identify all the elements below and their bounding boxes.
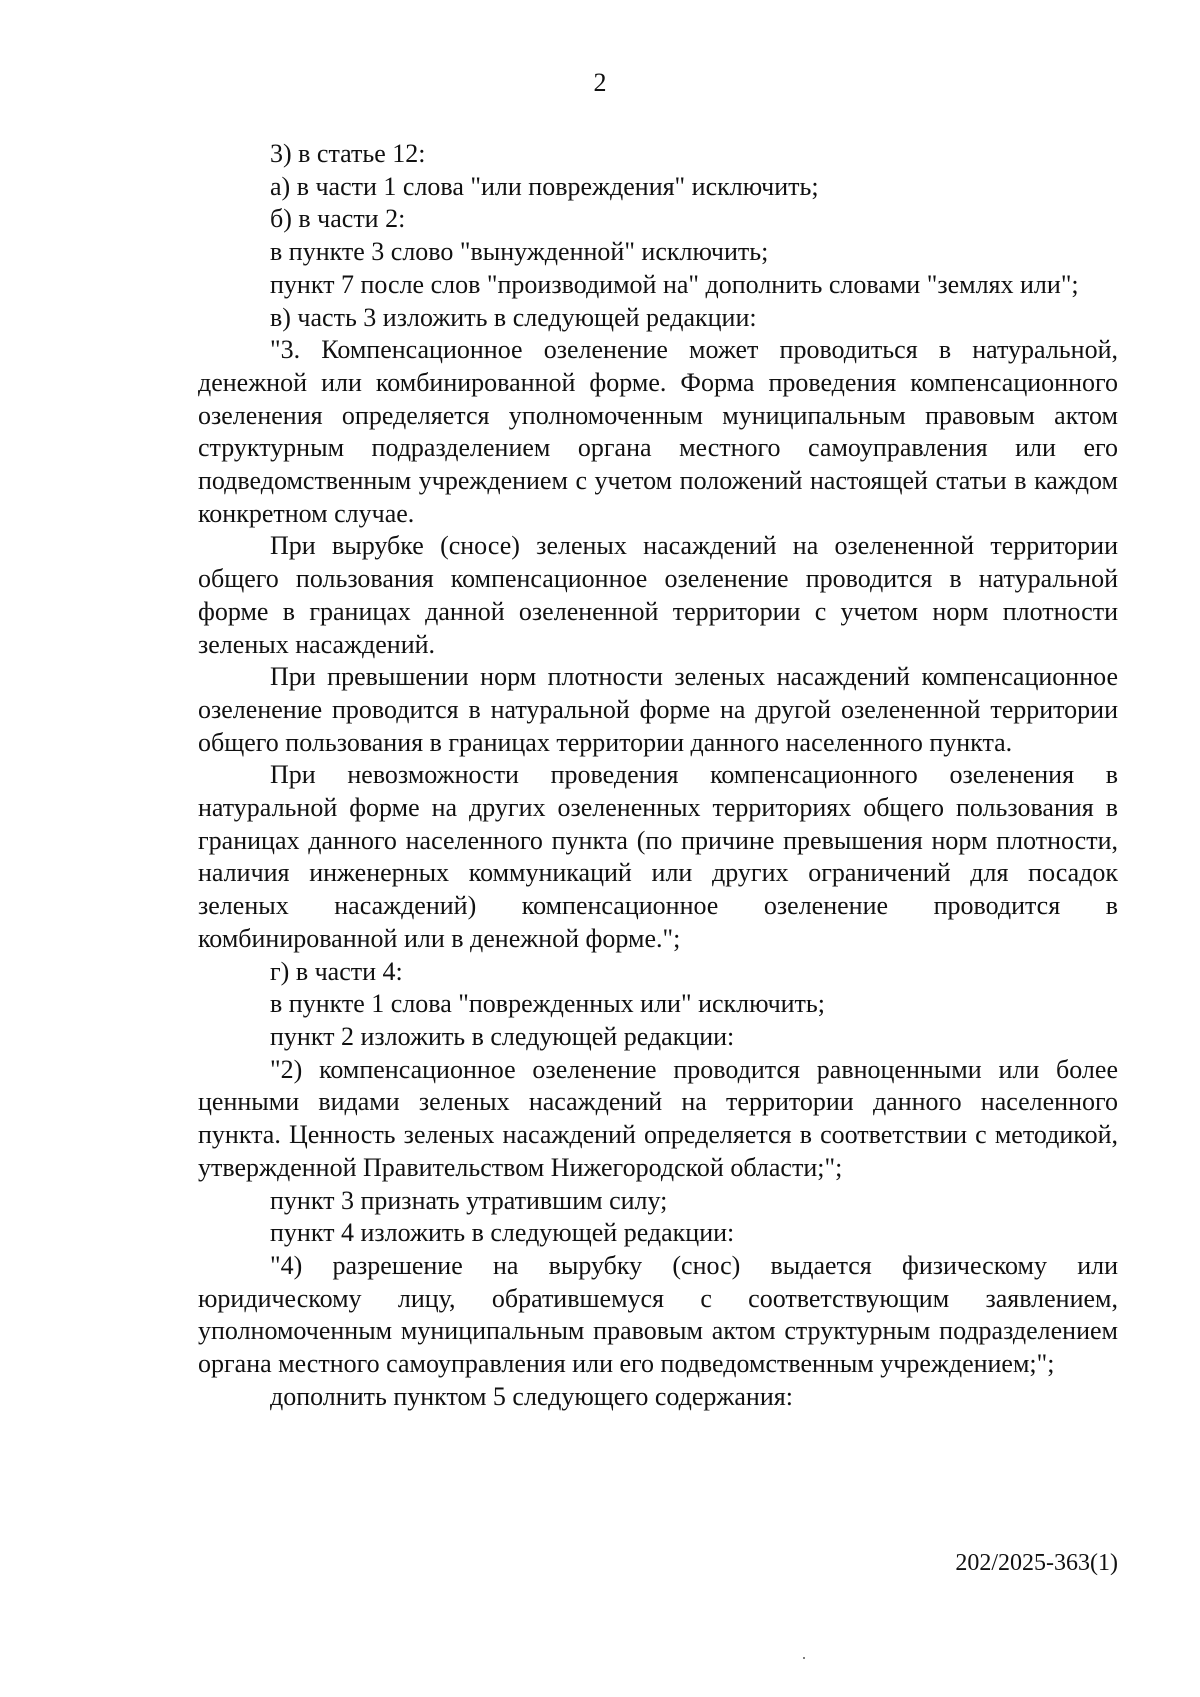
document-registration-code: 202/2025-363(1) [955,1550,1118,1576]
paragraph-17: "4) разрешение на вырубку (снос) выдается физическому или юридическому лицу, обратившемуся с соответствующим заявлением, уполномоченным муниципальным правовым актом структурным подразделением органа местного самоуправления или его подведомственным учреждением;"; [198,1250,1118,1379]
paragraph-2: а) в части 1 слова "или повреждения" исключить; [270,171,819,201]
paragraph-10: При невозможности проведения компенсационного озеленения в натуральной форме на других озелененных территориях общего пользования в границах данного населенного пункта (по причине превышения норм плотности, наличия инженерных коммуникаций или других ограничений для посадок зеленых насаждений) компенсационное озеленение проводится в комбинированной или в денежной форме."; [198,760,1118,953]
paragraph-9: При превышении норм плотности зеленых насаждений компенсационное озеленение проводится в натуральной форме на другой озелененной территории общего пользования в границах территории данного населенного пункта. [198,662,1118,757]
paragraph-11: г) в части 4: [270,956,403,986]
paragraph-8: При вырубке (сносе) зеленых насаждений на озелененной территории общего пользования компенсационное озеленение проводится в натуральной форме в границах данной озелененной территории с учетом норм плотности зеленых насаждений. [198,531,1118,659]
paragraph-15: пункт 3 признать утратившим силу; [270,1185,668,1215]
scan-speck [803,1657,805,1659]
paragraph-4: в пункте 3 слово "вынужденной" исключить; [270,237,769,267]
paragraph-18: дополнить пунктом 5 следующего содержания: [270,1381,793,1411]
paragraph-13: пункт 2 изложить в следующей редакции: [270,1021,735,1051]
document-body [198,138,1118,1413]
paragraph-5: пункт 7 после слов "производимой на" дополнить словами "землях или"; [270,269,1079,299]
page-number: 2 [593,68,607,97]
paragraph-1: 3) в статье 12: [270,139,426,168]
paragraph-12: в пункте 1 слова "поврежденных или" исключить; [270,989,826,1019]
paragraph-14: "2) компенсационное озеленение проводится равноценными или более ценными видами зеленых насаждений на территории данного населенного пункта. Ценность зеленых насаждений определяется в соответствии с методикой, утвержденной Правительством Нижегородской области;"; [198,1054,1118,1182]
paragraph-3: б) в части 2: [270,204,406,234]
paragraph-16: пункт 4 изложить в следующей редакции: [270,1218,735,1248]
paragraph-7: "3. Компенсационное озеленение может проводиться в натуральной, денежной или комбинированной форме. Форма проведения компенсационного озеленения определяется уполномоченным муниципальным правовым актом структурным подразделением органа местного самоуправления или его подведомственным учреждением с учетом положений настоящей статьи в каждом конкретном случае. [198,335,1118,528]
paragraph-6: в) часть 3 изложить в следующей редакции: [270,302,757,332]
